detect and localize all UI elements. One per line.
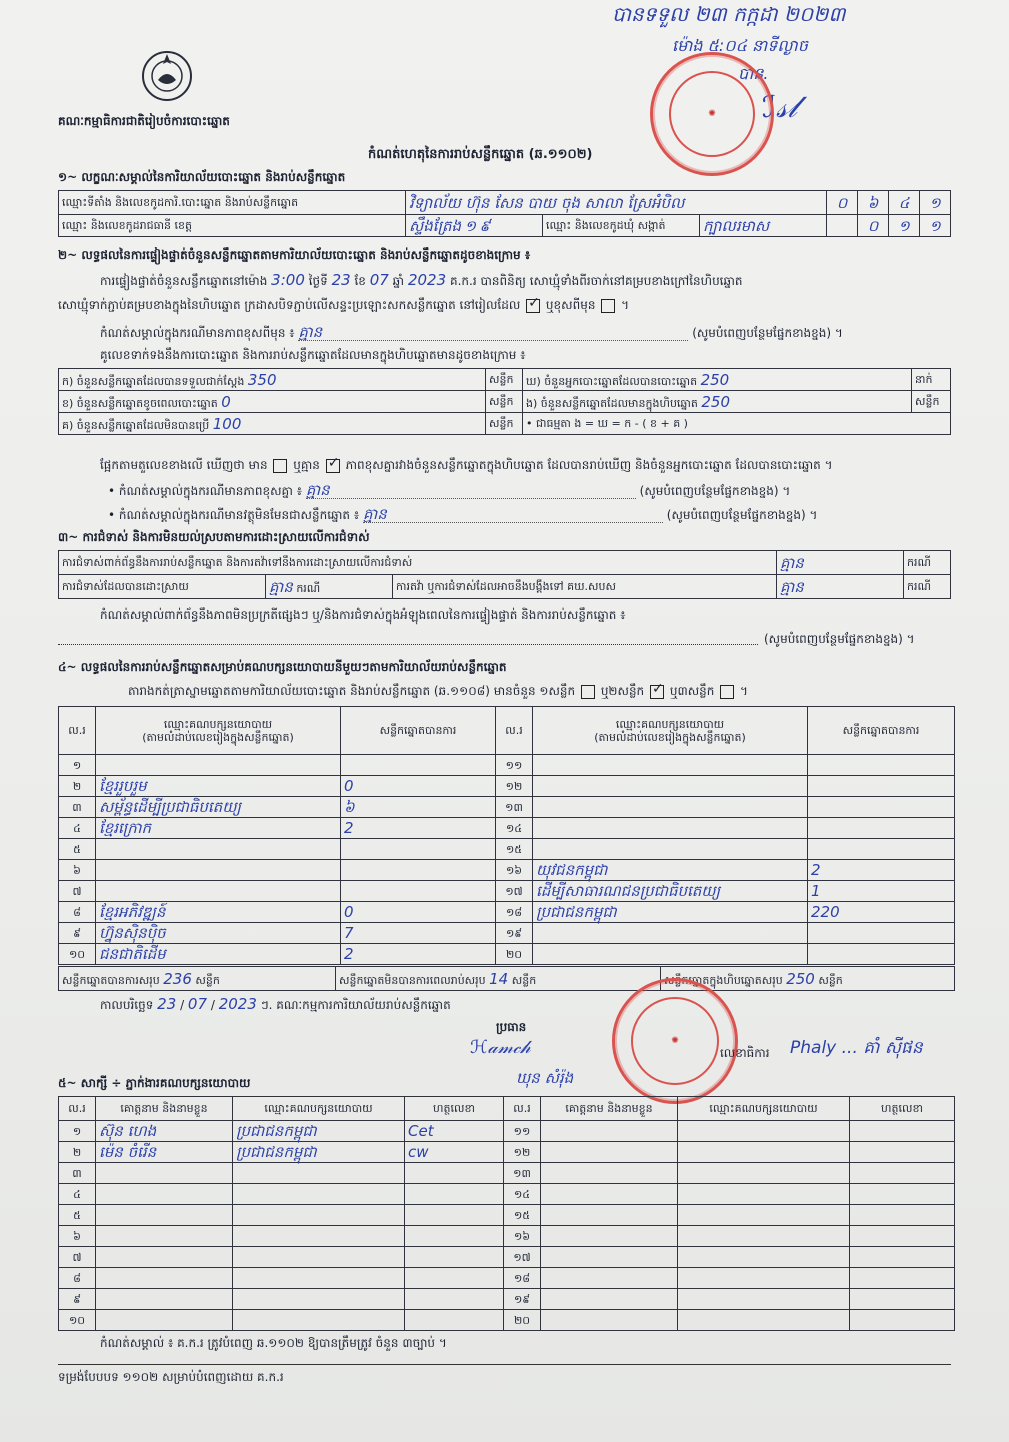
section1-table	[58, 190, 951, 237]
objection-table: ការជំទាស់ពាក់ព័ន្ធនឹងការរាប់សន្លឹកឆ្នោត និងការតវ៉ាទៅនឹងការដោះស្រាយលើការជំទាស់ គ្មាន ករណី ការជំទាស់ដែលបានដោះស្រាយ គ្មាន ករណី ការតវ៉ា ឬការជំទាស់ដែលអាចនឹងបង្តឹងទៅ គឃ.សបស គ្មាន ករណី	[58, 550, 951, 599]
table-row	[59, 1163, 955, 1184]
tally-sheet-line: តារាងកត់ត្រាស្នាមឆ្នោតតាមការិយាល័យបោះឆ្នោត និងរាប់សន្លឹកឆ្នោត (ឆ.១១០៨) មានចំនួន ១សន្លឹក ឬ២សន្លឹក ✓ ឬ៣សន្លឹក ។	[128, 684, 748, 699]
row-number: ៧	[72, 1250, 82, 1264]
foreign-object-value: គ្មាន	[362, 505, 387, 523]
row-number: ៥	[73, 842, 81, 856]
table-row	[59, 1184, 955, 1205]
row-number: ៤	[73, 1187, 81, 1201]
committee-name: គណៈកម្មាធិការជាតិរៀបចំការបោះឆ្នោត	[58, 114, 230, 128]
section2-heading: ២~ លទ្ធផលនៃការផ្ទៀងផ្ទាត់ចំនួនសន្លឹកឆ្នោតតាមការិយាល័យបោះឆ្នោត និងរាប់សន្លឹកឆ្នោតដូចខាងក្រោម ៖	[58, 248, 531, 262]
row-number: ១៥	[505, 842, 523, 856]
formula-note: • ជាធម្មតា ង = ឃ = ក - ( ខ + គ )	[523, 413, 951, 435]
witness-name: ស៊ុន ហេង	[99, 1122, 157, 1140]
row-number: ៦	[73, 863, 81, 877]
party-votes: 220	[811, 903, 840, 921]
discrepancy-note: • កំណត់សម្គាល់ក្នុងករណីមានភាពខុសគ្នា ៖ គ្មាន (សូមបំពេញបន្ថែមផ្នែកខាងខ្នង) ។	[108, 481, 791, 499]
row-number: ៥	[73, 1208, 81, 1222]
secretary-label: លេខាធិការ	[720, 1046, 770, 1060]
objection-value: គ្មាន	[780, 553, 804, 572]
party-votes: 2	[811, 861, 821, 879]
row-number: ៧	[72, 884, 82, 898]
received-note-line3: បាន.	[738, 64, 769, 83]
appeal-label: ការតវ៉ា ឬការជំទាស់ដែលអាចនឹងបង្តឹងទៅ គឃ.សបស	[393, 575, 777, 599]
row-number: ១៤	[513, 1187, 531, 1201]
total-invalid-value: 14	[489, 969, 509, 988]
table-row	[59, 1268, 955, 1289]
appeal-value: គ្មាន	[780, 577, 804, 596]
location-code-digit: ០	[836, 193, 848, 212]
row-number: ១៧	[505, 884, 523, 898]
table-row	[59, 1247, 955, 1268]
row-number: ២០	[513, 1313, 531, 1327]
party-name: ជនជាតិដើម	[99, 945, 166, 963]
discrepancy-note-value: គ្មាន	[305, 481, 330, 499]
row-number: ៨	[73, 905, 81, 919]
row-number: ១២	[505, 779, 523, 793]
row-number: ១៨	[505, 905, 523, 919]
row-number: ៦	[73, 1229, 81, 1243]
party-name: ខ្មែរអភិវឌ្ឍន៍	[99, 903, 166, 921]
row-number: ១១	[513, 1124, 531, 1138]
party-name: ខ្មែរក្រោក	[99, 819, 152, 837]
section5-heading: ៥~ សាក្សី ÷ ភ្នាក់ងារគណបក្សនយោបាយ	[58, 1076, 251, 1090]
witness-party: ប្រជាជនកម្ពុជា	[236, 1122, 317, 1140]
row-number: ១៣	[513, 1166, 531, 1180]
received-note-line2: ម៉ោង ៥:០៤ នាទីល្ងាច	[672, 36, 808, 55]
footer-divider	[58, 1364, 951, 1365]
witness-party: ប្រជាជនកម្ពុជា	[236, 1143, 317, 1161]
table-row	[59, 1226, 955, 1247]
row-number: ១៧	[513, 1250, 531, 1264]
row-number: ១	[72, 758, 82, 772]
row-number: ១	[72, 1124, 82, 1138]
president-label: ប្រធាន	[496, 1020, 527, 1034]
table-row	[59, 923, 955, 944]
date-month: 07	[187, 995, 208, 1013]
table-row	[59, 902, 955, 923]
received-note-line1: បានទទួល ២៣ កក្កដា ២០២៣	[612, 2, 846, 26]
dotted-line	[58, 644, 758, 645]
row-number: ៤	[73, 821, 81, 835]
ballots-received-value: 350	[247, 370, 277, 389]
verification-time: 3:00	[271, 271, 305, 289]
three-sheet-checkbox[interactable]	[720, 685, 734, 699]
date-year: 2023	[218, 995, 257, 1013]
commune-label: ឈ្មោះ និងលេខកូដឃុំ សង្កាត់	[543, 215, 700, 237]
province-code: ៩	[479, 216, 491, 235]
witness-signature: Cet	[408, 1122, 434, 1140]
total-in-box-value: 250	[786, 969, 815, 988]
has-discrepancy-checkbox[interactable]	[273, 459, 287, 473]
table-row	[59, 1205, 955, 1226]
table-row	[59, 860, 955, 881]
table-row	[59, 1142, 955, 1163]
official-seal-bottom: ✺	[612, 978, 738, 1104]
discrepancy-line: ផ្អែកតាមតួលេខខាងលើ ឃើញថា មាន ឬគ្មាន ✓ ភាពខុសគ្នារវាងចំនួនសន្លឹកឆ្នោតក្នុងហិបឆ្នោត ដែលបានរាប់ឃើញ និងចំនួនអ្នកបោះឆ្នោត ដែលបានបោះឆ្នោត ។	[100, 458, 833, 473]
ballots-unused-value: 100	[212, 414, 242, 433]
form-footer: ទម្រង់បែបបទ ១១០២ សម្រាប់បំពេញដោយ គ.ក.រ	[58, 1370, 284, 1384]
figures-intro: គូលេខទាក់ទងនឹងការបោះឆ្នោត និងការរាប់សន្លឹកឆ្នោតដែលមានក្នុងហិបឆ្នោតមានដូចខាងក្រោម ៖	[100, 348, 526, 362]
row-number: ១៦	[513, 1229, 531, 1243]
row-number: ១០	[68, 1313, 86, 1327]
table-row	[59, 881, 955, 902]
row-number: ១៤	[505, 821, 523, 835]
one-sheet-checkbox[interactable]	[581, 685, 595, 699]
objection-label: ការជំទាស់ពាក់ព័ន្ធនឹងការរាប់សន្លឹកឆ្នោត និងការតវ៉ាទៅនឹងការដោះស្រាយលើការជំទាស់	[59, 551, 777, 575]
date-line: កាលបរិច្ឆេទ 23 / 07 / 2023 ៗ. គណៈកម្មការការិយាល័យរាប់សន្លឹកឆ្នោត	[100, 995, 451, 1013]
party-votes: 7	[344, 924, 354, 942]
location-label: ឈ្មោះទីតាំង និងលេខកូដការិ.បោះឆ្នោត និងរាប់សន្លឹកឆ្នោត	[59, 191, 406, 215]
party-name: សម្ព័ន្ធដើម្បីប្រជាធិបតេយ្យ	[99, 798, 241, 816]
row-number: ៩	[73, 1292, 81, 1306]
resolved-label: ការជំទាស់ដែលបានដោះស្រាយ	[59, 575, 266, 599]
commune-code-digit: ០	[867, 216, 879, 235]
verification-day: 23	[331, 271, 351, 289]
commune-code-digit: ១	[898, 216, 910, 235]
row-number: ១១	[505, 758, 523, 772]
witness-table: ល.រ គោត្តនាម និងនាមខ្លួន ឈ្មោះគណបក្សនយោបាយ ហត្ថលេខា ល.រ គោត្តនាម និងនាមខ្លួន ឈ្មោះគណបក្សនយោបាយ ហត្ថលេខា ១ ស៊ុន ហេង ប្រជាជនកម្ពុជា Cet ១១ ២ ម៉េន ចំរើន ប្រជាជនកម្ពុជា cw ១២ ៣ ១៣ ៤ ១៤ ៥ ១៥ ៦ ១៦ ៧ ១៧ ៨ ១៨ ៩ ១៩ ១០ ២០	[58, 1096, 955, 1331]
change-note-line: កំណត់សម្គាល់ក្នុងករណីមានភាពខុសពីមុន ៖ គ្មាន (សូមបំពេញបន្ថែមផ្នែកខាងខ្នង) ។	[100, 323, 843, 341]
party-votes: 1	[811, 882, 821, 900]
official-seal-top: ✺	[650, 52, 774, 176]
verification-month: 07	[369, 271, 389, 289]
party-votes: 0	[344, 777, 354, 795]
row-number: ១០	[68, 947, 86, 961]
row-number: ១២	[513, 1145, 531, 1159]
president-name: ឃុន សំរ៉ុង	[516, 1069, 574, 1087]
row-number: ១៣	[505, 800, 523, 814]
intact-checkbox[interactable]	[526, 299, 540, 313]
table-row	[59, 776, 955, 797]
party-name: ហ្វ៊ុនស៊ិនប៉ិច	[99, 924, 166, 942]
date-day: 23	[157, 995, 177, 1013]
table-row	[59, 944, 955, 965]
party-results-table: ល.រ ឈ្មោះគណបក្សនយោបាយ (តាមលំដាប់លេខរៀងក្នុងសន្លឹកឆ្នោត) សន្លឹកឆ្នោតបានការ ល.រ ឈ្មោះគណបក្សនយោបាយ (តាមលំដាប់លេខរៀងក្នុងសន្លឹកឆ្នោត) សន្លឹកឆ្នោតបានការ ១ ១១ ២ ខ្មែររួបរួម 0 ១២ ៣ សម្ព័ន្ធដើម្បីប្រជាធិបតេយ្យ ៦ ១៣ ៤ ខ្មែរក្រោក 2 ១៤ ៥ ១៥ ៦ ១៦ យុវជនកម្ពុជា 2 ៧ ១៧ ដើម្បីសាធារណជនប្រជាធិបតេយ្យ 1 ៨ ខ្មែរអភិវឌ្ឍន៍ 0 ១៨ ប្រជាជនកម្ពុជា 220 ៩ ហ្វ៊ុនស៊ិនប៉ិច 7 ១៩ ១០ ជនជាតិដើម 2 ២០	[58, 706, 955, 965]
verification-year: 2023	[407, 271, 447, 289]
row-number: ១៨	[513, 1271, 531, 1285]
secretary-name: Phaly ... គាំ ស៊ីផន	[790, 1038, 923, 1058]
province-value: ស្ទឹងត្រែង	[409, 216, 462, 235]
footnote: កំណត់សម្គាល់ ៖ គ.ក.រ ត្រូវបំពេញ ឆ.១១០២ ឱ្យបានត្រឹមត្រូវ ចំនួន ៣ច្បាប់ ។	[100, 1336, 447, 1350]
table-row	[59, 1310, 955, 1331]
changed-checkbox[interactable]	[601, 299, 615, 313]
section4-heading: ៤~ លទ្ធផលនៃការរាប់សន្លឹកឆ្នោតសម្រាប់គណបក្សនយោបាយនីមួយៗតាមការិយាល័យរាប់សន្លឹកឆ្នោត	[58, 660, 507, 674]
row-number: ២	[72, 1145, 82, 1159]
table-row	[59, 839, 955, 860]
nec-logo-icon	[140, 46, 194, 104]
table-row	[59, 1289, 955, 1310]
location-value: វិទ្យាល័យ ហ៊ុន សែន បាយ ចុង សាលា ស្រែអំបិល	[409, 193, 685, 212]
table-row	[59, 755, 955, 776]
row-number: ១៦	[505, 863, 523, 877]
president-signature: ℋ𝒶𝓂𝒸𝒽	[470, 1037, 531, 1058]
table-row	[59, 797, 955, 818]
resolved-value: គ្មាន	[269, 577, 293, 596]
seal-check-line: សោឃ្មុំទាក់ភ្ជាប់គម្របខាងក្នុងនៃហិបឆ្នោត ក្រដាសបិទភ្ជាប់លើសន្ទះប្រឡោះសកសន្លឹកឆ្នោត នៅរៀលដែល ✓ ឬខុសពីមុន ។	[58, 298, 629, 313]
irregularity-hint: (សូមបំពេញបន្ថែមផ្នែកខាងខ្នង) ។	[764, 632, 915, 646]
row-number: ១៩	[505, 926, 523, 940]
totals-table: សន្លឹកឆ្នោតបានការសរុប 236 សន្លឹក សន្លឹកឆ្នោតមិនបានការពេលរាប់សរុប 14 សន្លឹក សន្លឹកឆ្នោតក្នុងហិបឆ្នោតសរុប 250 សន្លឹក	[58, 966, 955, 991]
party-name: ដើម្បីសាធារណជនប្រជាធិបតេយ្យ	[536, 882, 721, 900]
province-label: ឈ្មោះ និងលេខកូដរាជធានី ខេត្ត	[59, 215, 406, 237]
location-code-digit: ៦	[867, 193, 879, 212]
row-number: ១៩	[513, 1292, 531, 1306]
party-votes: 2	[344, 945, 354, 963]
row-number: ១៥	[513, 1208, 531, 1222]
total-valid-value: 236	[163, 969, 192, 988]
section1-heading: ១~ លក្ខណៈសម្គាល់នៃការិយាល័យបោះឆ្នោត និងរាប់សន្លឹកឆ្នោត	[58, 170, 346, 184]
ballot-count-table: ក) ចំនួនសន្លឹកឆ្នោតដែលបានទទួលជាក់ស្តែង 350 សន្លឹក ឃ) ចំនួនអ្នកបោះឆ្នោតដែលបានបោះឆ្នោត 250 នាក់ ខ) ចំនួនសន្លឹកឆ្នោតខូចពេលបោះឆ្នោត 0 សន្លឹក ង) ចំនួនសន្លឹកឆ្នោតដែលមានក្នុងហិបឆ្នោត 250 សន្លឹក គ) ចំនួនសន្លឹកឆ្នោតដែលមិនបានប្រើ 100 សន្លឹក • ជាធម្មតា ង = ឃ = ក - ( ខ + គ )	[58, 368, 951, 435]
row-number: ២	[72, 779, 82, 793]
commune-code-digit: ១	[929, 216, 941, 235]
irregularity-note: កំណត់សម្គាល់ពាក់ព័ន្ធនឹងភាពមិនប្រក្រតីផ្សេងៗ ឬ/និងការជំទាស់ក្នុងអំឡុងពេលនៃការផ្ទៀងផ្ទាត់ និងការរាប់សន្លឹកឆ្នោត ៖	[100, 608, 626, 622]
party-votes: ៦	[344, 798, 355, 816]
party-name: ប្រជាជនកម្ពុជា	[536, 903, 617, 921]
row-number: ២០	[505, 947, 523, 961]
change-note-value: គ្មាន	[298, 323, 323, 341]
location-code-digit: ៤	[898, 193, 910, 212]
no-discrepancy-checkbox[interactable]	[326, 459, 340, 473]
voters-voted-value: 250	[700, 370, 730, 389]
row-number: ៩	[73, 926, 81, 940]
party-name: ខ្មែររួបរួម	[99, 777, 147, 795]
party-name: យុវជនកម្ពុជា	[536, 861, 608, 879]
province-code: ១	[464, 216, 476, 235]
ballots-in-box-value: 250	[701, 392, 731, 411]
form-title: កំណត់ហេតុនៃការរាប់សន្លឹកឆ្នោត (ឆ.១១០២)	[368, 147, 593, 162]
received-signature: ℐ𝓈𝓁	[762, 90, 798, 125]
section3-heading: ៣~ ការជំទាស់ និងការមិនយល់ស្របតាមការដោះស្រាយលើការជំទាស់	[58, 530, 370, 544]
witness-name: ម៉េន ចំរើន	[99, 1143, 157, 1161]
foreign-object-note: • កំណត់សម្គាល់ក្នុងករណីមានវត្ថុមិនមែនជាសន្លឹកឆ្នោត ៖ គ្មាន (សូមបំពេញបន្ថែមផ្នែកខាងខ្នង) ។	[108, 505, 818, 523]
verification-line: ការផ្ទៀងផ្ទាត់ចំនួនសន្លឹកឆ្នោតនៅម៉ោង 3:00 ថ្ងៃទី 23 ខែ 07 ឆ្នាំ 2023 គ.ក.រ បានពិនិត្យ សោឃ្មុំទាំងពីរចាក់នៅគម្របខាងក្រៅនៃហិបឆ្នោត	[100, 271, 743, 289]
witness-signature: cw	[408, 1143, 429, 1161]
location-code-digit: ១	[929, 193, 941, 212]
ballots-spoiled-value: 0	[221, 392, 231, 411]
table-row	[59, 1121, 955, 1142]
commune-value: ក្បាលរមាស	[703, 216, 770, 235]
row-number: ៣	[72, 1166, 82, 1180]
two-sheet-checkbox[interactable]	[650, 685, 664, 699]
party-votes: 2	[344, 819, 354, 837]
party-votes: 0	[344, 903, 354, 921]
table-row	[59, 818, 955, 839]
row-number: ៨	[73, 1271, 81, 1285]
row-number: ៣	[72, 800, 82, 814]
